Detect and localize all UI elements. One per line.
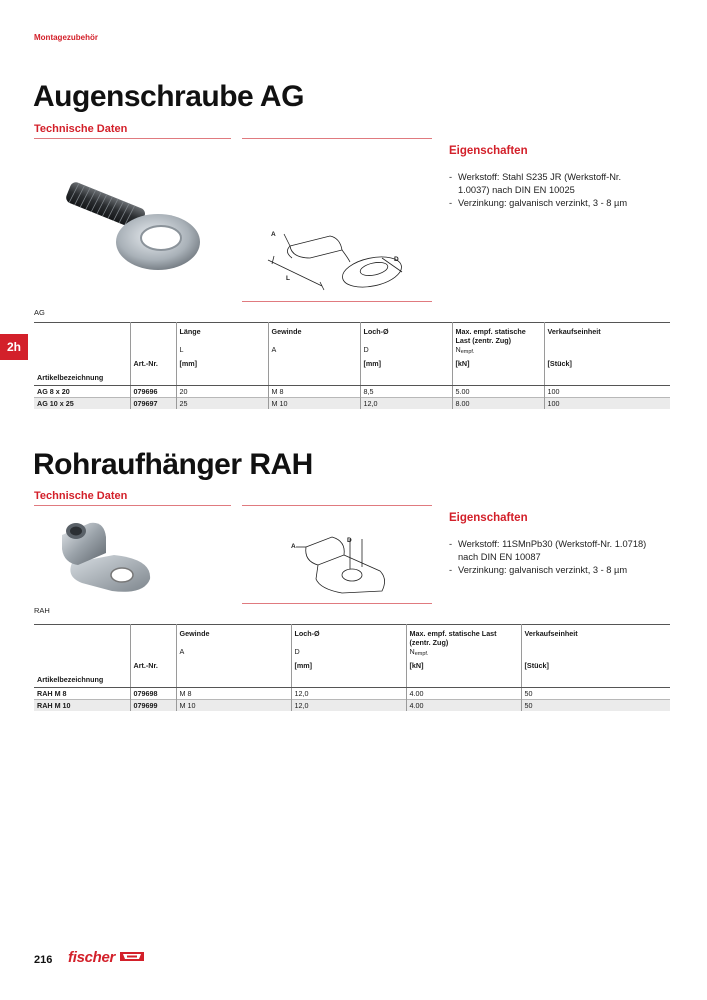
cell: 079699 <box>130 699 176 711</box>
cell: 8,5 <box>360 385 452 397</box>
drawing-label-a: A <box>271 231 276 238</box>
sym-n: N <box>455 345 461 354</box>
cell: 4.00 <box>406 687 521 699</box>
table-row <box>34 397 670 409</box>
col-header-artnr: Art.-Nr. <box>130 359 176 373</box>
table-row <box>34 699 670 711</box>
drawing-label-a: A <box>291 543 296 550</box>
section1-table <box>34 322 670 409</box>
cell: 50 <box>521 699 670 711</box>
sym-n-sub: empf. <box>460 349 475 355</box>
eigenschaften-title: Eigenschaften <box>449 512 528 524</box>
cell: 079696 <box>130 385 176 397</box>
section1-caption: AG <box>34 308 45 317</box>
table-row <box>34 385 670 397</box>
unit-stueck: [Stück] <box>521 661 670 675</box>
cell: 4.00 <box>406 699 521 711</box>
sym-a: A <box>176 647 291 661</box>
page-number: 216 <box>34 954 53 966</box>
cell: M 10 <box>176 699 291 711</box>
cell: RAH M 8 <box>34 687 130 699</box>
logo-mark-icon <box>120 952 144 961</box>
col-header-loch: Loch-Ø <box>360 323 452 346</box>
cell: 12,0 <box>291 699 406 711</box>
col-header-ve: Verkaufseinheit <box>521 625 670 648</box>
eyebolt-drawing <box>262 228 412 298</box>
cell: 079697 <box>130 397 176 409</box>
unit-stueck: [Stück] <box>544 359 670 373</box>
section2-title: Rohraufhänger RAH <box>33 448 313 481</box>
eigenschaften-list <box>449 171 649 210</box>
sym-d: D <box>360 345 452 359</box>
cell: 100 <box>544 385 670 397</box>
table-row <box>34 687 670 699</box>
pipe-hanger-photo <box>52 513 162 598</box>
divider <box>242 505 432 506</box>
eigenschaft-item: - Werkstoff: 11SMnPb30 (Werkstoff-Nr. 1.0718) nach DIN EN 10087 <box>449 538 649 564</box>
section2-table <box>34 624 670 711</box>
col-header-last: Max. empf. statische Last (zentr. Zug) <box>406 625 521 648</box>
cell: 20 <box>176 385 268 397</box>
eyebolt-photo <box>58 180 208 275</box>
unit-mm: [mm] <box>176 359 268 373</box>
cell: 12,0 <box>360 397 452 409</box>
unit-mm: [mm] <box>291 661 406 675</box>
cell: AG 8 x 20 <box>34 385 130 397</box>
sym-a: A <box>268 345 360 359</box>
col-header-loch: Loch-Ø <box>291 625 406 648</box>
cell: 50 <box>521 687 670 699</box>
col-header-gewinde: Gewinde <box>176 625 291 648</box>
cell: RAH M 10 <box>34 699 130 711</box>
eigenschaften-list <box>449 538 649 577</box>
divider <box>34 505 231 506</box>
sym-l: L <box>176 345 268 359</box>
section2-subtitle: Technische Daten <box>34 490 128 502</box>
col-header-bezeichnung: Artikelbezeichnung <box>34 675 130 687</box>
cell: 25 <box>176 397 268 409</box>
section2-caption: RAH <box>34 606 50 615</box>
sym-d: D <box>291 647 406 661</box>
divider <box>242 301 432 302</box>
unit-kn: [kN] <box>406 661 521 675</box>
section1-title: Augenschraube AG <box>33 80 304 113</box>
drawing-label-d: D <box>347 537 352 544</box>
breadcrumb: Montagezubehör <box>34 33 98 42</box>
sym-n: N <box>409 647 415 656</box>
cell: M 8 <box>176 687 291 699</box>
eigenschaft-item: - Verzinkung: galvanisch verzinkt, 3 - 8 µm <box>449 564 649 577</box>
divider <box>34 138 231 139</box>
divider <box>242 138 432 139</box>
cell: 8.00 <box>452 397 544 409</box>
eigenschaften-title: Eigenschaften <box>449 145 528 157</box>
cell: 079698 <box>130 687 176 699</box>
col-header-bezeichnung: Artikelbezeichnung <box>34 373 130 385</box>
brand-name: fischer <box>68 949 116 966</box>
cell: 100 <box>544 397 670 409</box>
unit-kn: [kN] <box>452 359 544 373</box>
cell: M 8 <box>268 385 360 397</box>
eigenschaft-item: - Werkstoff: Stahl S235 JR (Werkstoff-Nr. 1.0037) nach DIN EN 10025 <box>449 171 649 197</box>
fischer-logo <box>68 949 144 966</box>
divider <box>242 603 432 604</box>
drawing-label-d: D <box>394 256 399 263</box>
col-header-artnr: Art.-Nr. <box>130 661 176 675</box>
drawing-label-l: L <box>286 275 290 282</box>
chapter-tab[interactable]: 2h <box>0 334 28 360</box>
unit-mm: [mm] <box>360 359 452 373</box>
col-header-ve: Verkaufseinheit <box>544 323 670 346</box>
cell: 5.00 <box>452 385 544 397</box>
col-header-last: Max. empf. statische Last (zentr. Zug) <box>452 323 544 346</box>
cell: 12,0 <box>291 687 406 699</box>
sym-n-sub: empf. <box>414 651 429 657</box>
cell: AG 10 x 25 <box>34 397 130 409</box>
col-header-laenge: Länge <box>176 323 268 346</box>
section1-subtitle: Technische Daten <box>34 123 128 135</box>
eigenschaft-item: - Verzinkung: galvanisch verzinkt, 3 - 8 µm <box>449 197 649 210</box>
col-header-gewinde: Gewinde <box>268 323 360 346</box>
cell: M 10 <box>268 397 360 409</box>
